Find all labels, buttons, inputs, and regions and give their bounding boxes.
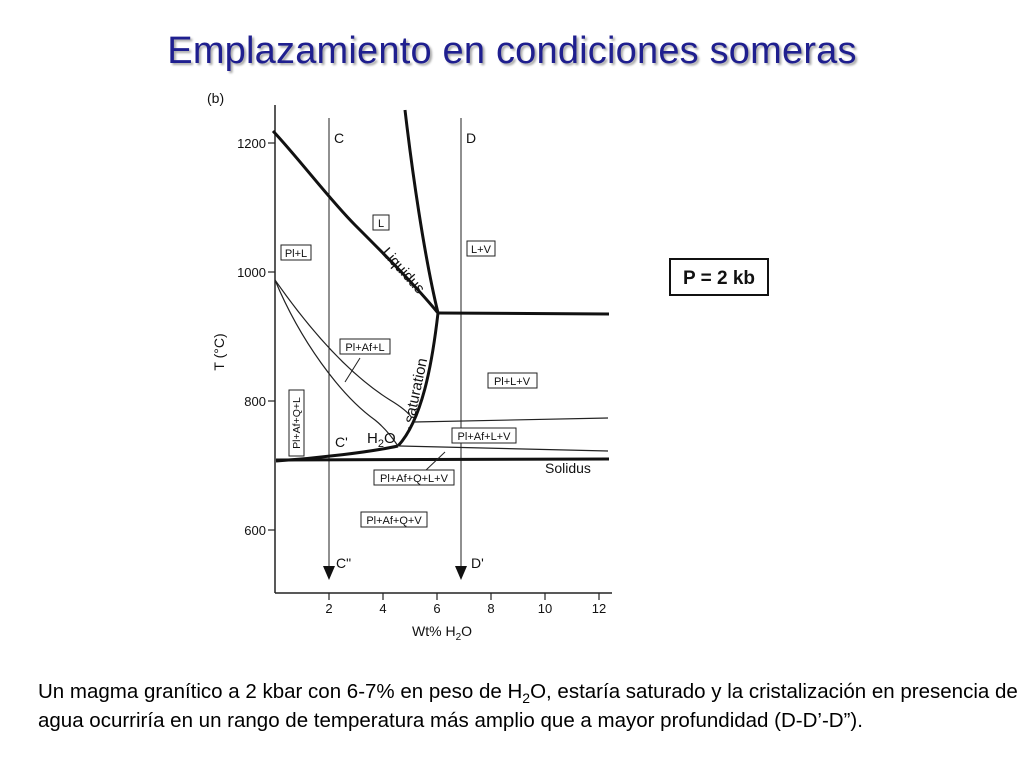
pressure-label: P = 2 kb xyxy=(682,268,756,289)
path-label-c-prime: C' xyxy=(335,434,348,450)
pl-af-l-pointer xyxy=(345,358,360,382)
solidus-label: Solidus xyxy=(545,460,591,476)
path-label-c-double-prime: C" xyxy=(336,555,352,571)
path-d-arrowhead xyxy=(455,566,467,580)
quartz-boundary xyxy=(400,446,608,451)
y-axis-label: T (°C) xyxy=(211,333,227,371)
field-pl-l-v: Pl+L+V xyxy=(493,376,531,388)
field-pl-af-q-l-v: Pl+Af+Q+L+V xyxy=(380,473,448,485)
figure-label: (b) xyxy=(207,90,225,106)
y-tick-label: 1200 xyxy=(237,136,266,151)
y-tick-label: 600 xyxy=(244,523,266,538)
l-lv-boundary xyxy=(438,313,609,314)
field-pl-l: Pl+L xyxy=(284,248,308,260)
x-tick-label: 2 xyxy=(325,601,333,616)
path-c-arrowhead xyxy=(323,566,335,580)
field-pl-af-q-l: Pl+Af+Q+L xyxy=(291,397,303,449)
y-tick-label: 1000 xyxy=(237,265,266,280)
x-tick-label: 10 xyxy=(537,601,553,616)
field-l-v: L+V xyxy=(471,244,491,256)
x-tick-label: 12 xyxy=(591,601,607,616)
caption-text: Un magma granítico a 2 kbar con 6-7% en peso de $H_2O$, estaría saturado y la cristalización en presencia de agua ocurriría en un rango de temperatura más amplio que a mayor profundidad (D-D’-D”). xyxy=(38,680,1018,732)
pl-af-q-l-v-pointer xyxy=(425,452,445,471)
path-label-d-prime: D' xyxy=(471,555,484,571)
field-pl-af-l: Pl+Af+L xyxy=(345,342,385,354)
x-tick-label: 4 xyxy=(379,601,387,616)
saturation-label: – saturation xyxy=(398,356,432,437)
path-label-d: D xyxy=(466,130,477,146)
vapor-af-boundary xyxy=(414,418,608,422)
field-l: L xyxy=(377,218,385,230)
liquidus-label: Liquidus xyxy=(378,244,429,298)
x-tick-label: 8 xyxy=(487,601,495,616)
x-tick-label: 6 xyxy=(433,601,441,616)
slide-title: Emplazamiento en condiciones someras xyxy=(167,30,857,72)
x-axis-label: Wt% $H_2O$ xyxy=(412,623,473,643)
x-ticks xyxy=(329,593,599,600)
path-label-c: C xyxy=(334,130,345,146)
field-pl-af-l-v: Pl+Af+L+V xyxy=(457,431,511,443)
y-tick-label: 800 xyxy=(244,394,266,409)
h2o-label: $H_2O$ xyxy=(367,430,396,450)
y-ticks xyxy=(268,143,275,530)
field-pl-af-q-v: Pl+Af+Q+V xyxy=(366,515,422,527)
